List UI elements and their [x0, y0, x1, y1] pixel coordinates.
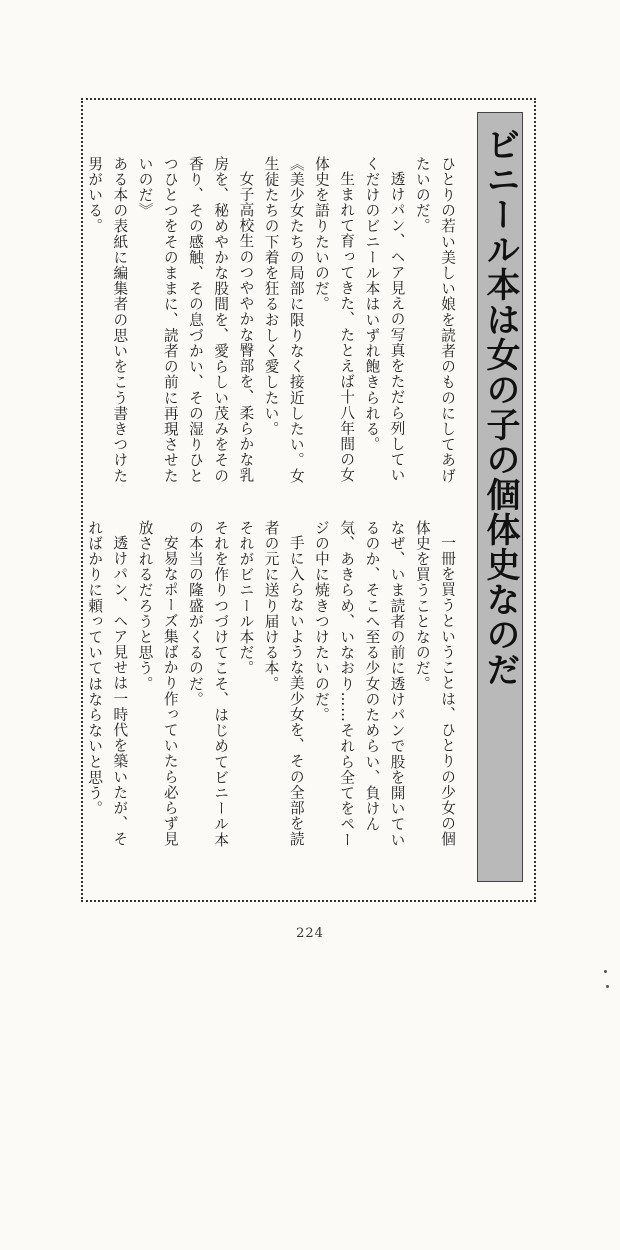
title-band: [477, 112, 523, 882]
paragraph: それを作りつづけてこそ、はじめてビニール本の本当の隆盛がくるのだ。: [186, 520, 230, 848]
paragraph: ある本の表紙に編集者の思いをこう書きつけた男がいる。: [86, 156, 129, 484]
body-text-lower: [86, 520, 460, 1250]
paragraph: 《美少女たちの局部に限りなく接近したい。女生徒たちの下着を狂るおしく愛したい。: [262, 156, 305, 484]
paragraph: 手に入らないような美少女を、その全部を読者の元に送り届ける本。: [262, 520, 305, 847]
paragraph: 生まれて育ってきた、たとえば十八年間の女体史を語りたいのだ。: [312, 156, 356, 483]
paragraph: 女子高校生のつややかな臀部を、柔らかな乳房を、秘めやかな股間を、愛らしい茂みをその香り、その感触、その息づかい、その湿りひとつひとつをそのままに、読者の前に再現させたいのだ》: [136, 156, 255, 484]
page-number: 224: [296, 926, 324, 941]
paragraph: なぜ、いま読者の前に透けパンで股を開いているのか、そこへ至る少女のためらい、負けん気、あきらめ、いなおり……それら全てをページの中に焼きつけたいのだ。: [312, 520, 406, 848]
lower-text-block: [82, 520, 460, 860]
paragraph: 透けパン、ヘア見えの写真をただら列していくだけのビニール本はいずれ飽きられる。: [363, 156, 406, 483]
page-title: ビニール本は女の子の個体史なのだ: [480, 127, 520, 687]
paragraph: 一冊を買うということは、ひとりの少女の個体史を買うことなのだ。: [413, 520, 456, 847]
upper-text-block: [82, 156, 460, 496]
paragraph: ひとりの若い美しい娘を読者のものにしてあげたいのだ。: [413, 156, 456, 484]
scan-speck: [604, 970, 607, 973]
scan-speck: [606, 985, 609, 988]
paragraph: 透けパン、ヘア見せは一時代を築いたが、そればかりに頼っていてはならないと思う。: [86, 520, 129, 847]
paragraph: 安易なポーズ集ばかり作っていたら必らず見放されるだろうと思う。: [136, 520, 179, 847]
paragraph: それがビニール本だ。: [237, 520, 255, 676]
